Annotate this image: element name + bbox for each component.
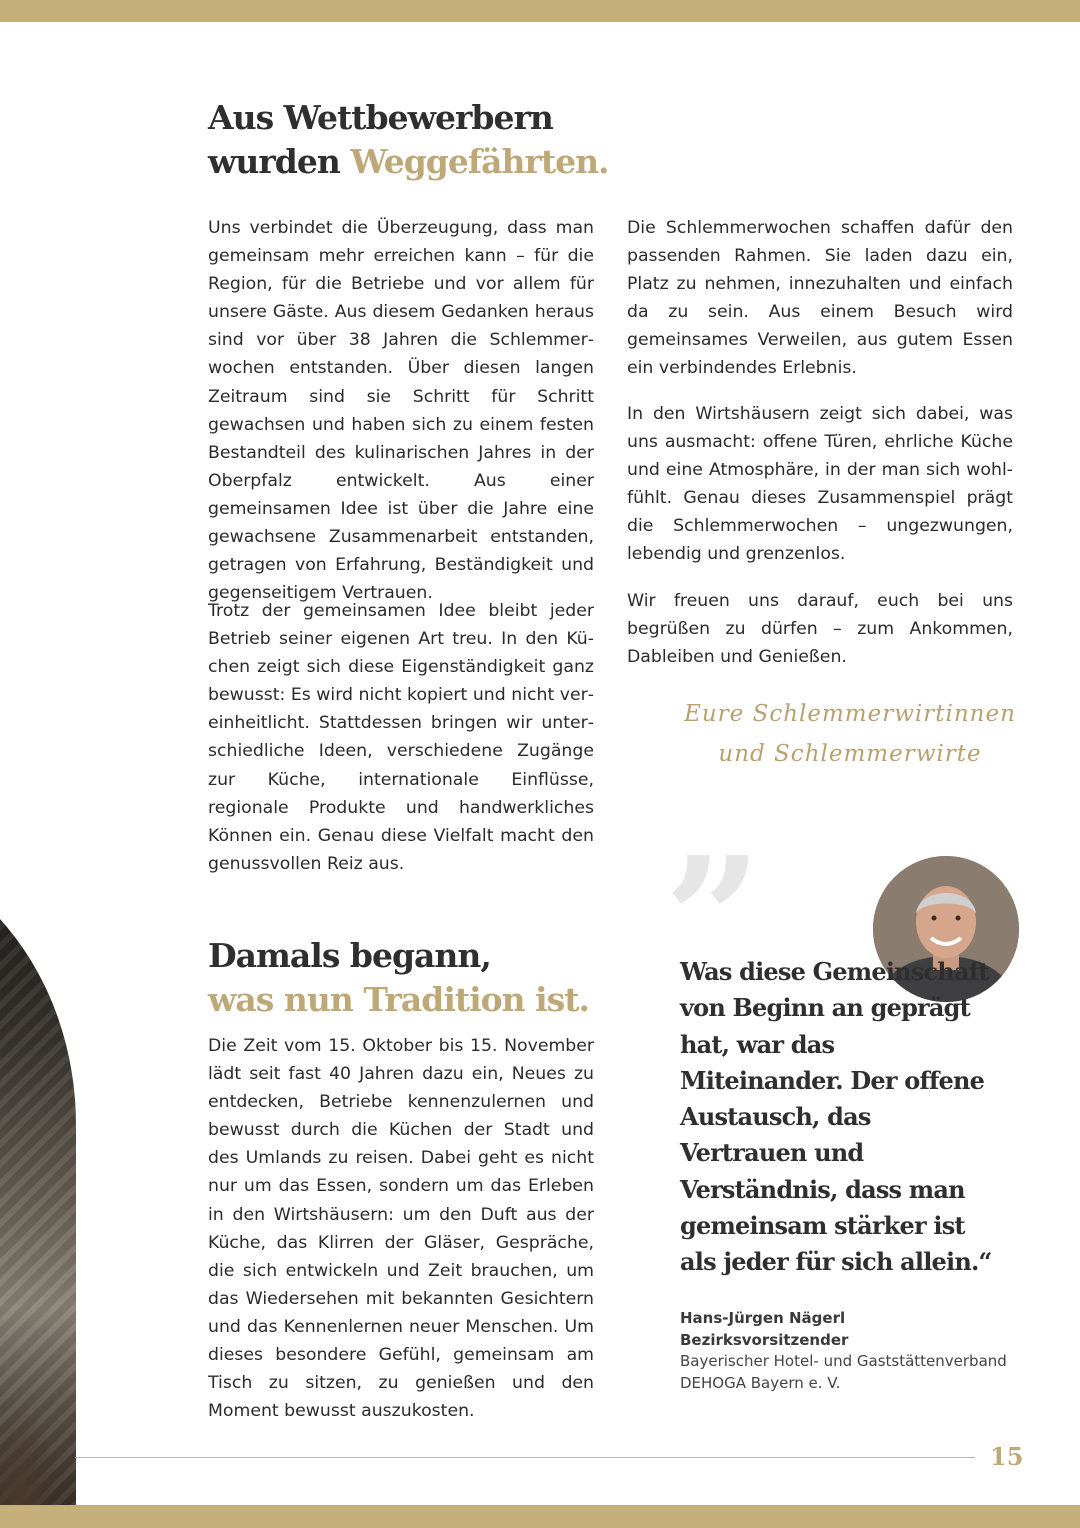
signature-line1: Eure Schlemmerwirtinnen <box>684 701 1016 727</box>
author-org-line1: Bayerischer Hotel- und Gaststättenverband <box>680 1352 1007 1370</box>
author-org-line2: DEHOGA Bayern e. V. <box>680 1373 841 1392</box>
author-name: Hans-Jürgen Nägerl <box>680 1309 846 1327</box>
left-paragraph-2: Trotz der gemeinsamen Idee bleibt jeder Betrieb seiner eigenen Art treu. In den Küchen zeigt sich diese Eigenständigkeit ganz bewusst: Es wird nicht kopiert und nicht vereinheitlicht. Stattdessen bringen wir unterschiedliche Ideen, verschiedene Zugänge zur Küche, internationale Einflüsse, regionale Produkte und handwerkliches Können ein. Genau diese Vielfalt macht den genussvollen Reiz aus. <box>208 601 594 874</box>
quote-text: Was diese Gemeinschaft von Beginn an geprägt hat, war das Miteinander. Der offene Austausch, das Vertrauen und Verständnis, dass man gemeinsam stärker ist als jeder für sich allein.“ <box>680 957 992 1277</box>
signature-line2: und Schlemmerwirte <box>718 741 982 767</box>
bottom-color-band <box>0 1505 1080 1528</box>
signature <box>640 694 1060 774</box>
heading-competitors-line1: Aus Wettbewerbern <box>208 98 553 137</box>
heading-tradition-line2-gold: was nun Tradition ist. <box>208 980 589 1019</box>
heading-tradition-line1: Damals begann, <box>208 936 491 975</box>
right-paragraph-3: Wir freuen uns darauf, euch bei uns begrüßen zu dürfen – zum Ankommen, Dableiben und Genießen. <box>627 591 1013 668</box>
left-paragraph-1: Uns verbindet die Überzeugung, dass man gemeinsam mehr erreichen kann – für die Region, für die Betriebe und vor allem für unsere Gäste. Aus diesem Gedanken heraus sind vor über 38 Jahren die Schlemmerwochen entstanden. Über diesen langen Zeitraum sind sie Schritt für Schritt gewachsen und haben sich zu einem festen Bestandteil des kulinarischen Jahres in der Oberpfalz entwickelt. Aus einer gemeinsamen Idee ist über die Jahre eine gewachsene Zusammenarbeit entstanden, getragen von Erfahrung, Beständigkeit und gegenseitigem Vertrauen. <box>208 218 594 604</box>
top-color-band <box>0 0 1080 22</box>
quote-author <box>680 1308 1020 1394</box>
footer-rule <box>75 1457 975 1458</box>
author-role: Bezirksvorsitzender <box>680 1330 849 1349</box>
right-paragraph-2: In den Wirtshäusern zeigt sich dabei, was uns ausmacht: offene Türen, ehrliche Küche und eine Atmosphäre, in der man sich wohlfühlt. Genau dieses Zusammenspiel prägt die Schlemmerwochen – ungezwungen, lebendig und grenzenlos. <box>627 404 1013 565</box>
right-paragraph-1: Die Schlemmerwochen schaffen dafür den passenden Rahmen. Sie laden dazu ein, Platz zu nehmen, innezuhalten und einfach da zu sein. Aus einem Besuch wird gemeinsames Verweilen, aus gutem Essen ein verbindendes Erlebnis. <box>627 218 1013 379</box>
arched-photo-fragment <box>0 845 76 1505</box>
quote-mark-icon: ” <box>664 820 762 1020</box>
heading-tradition <box>208 934 589 1022</box>
page-number: 15 <box>990 1442 1024 1471</box>
heading-competitors-line2-gold: Weggefährten. <box>350 142 609 181</box>
left-paragraph-3: Die Zeit vom 15. Oktober bis 15. November lädt seit fast 40 Jahren dazu ein, Neues zu entdecken, Betriebe kennenzulernen und bewusst durch die Küchen der Stadt und des Umlands zu reisen. Dabei geht es nicht nur um das Essen, sondern um das Erleben in den Wirtshäusern: um den Duft aus der Küche, das Klirren der Gläser, Gespräche, die sich entwickeln und Zeit brauchen, um das Wiedersehen mit bekannten Gesichtern und das Kennenlernen neuer Menschen. Um dieses besondere Gefühl, gemeinsam am Tisch zu sitzen, zu genießen und den Moment bewusst auszukosten. <box>208 1036 594 1422</box>
heading-competitors <box>208 96 609 184</box>
heading-competitors-line2-plain: wurden <box>208 142 340 181</box>
